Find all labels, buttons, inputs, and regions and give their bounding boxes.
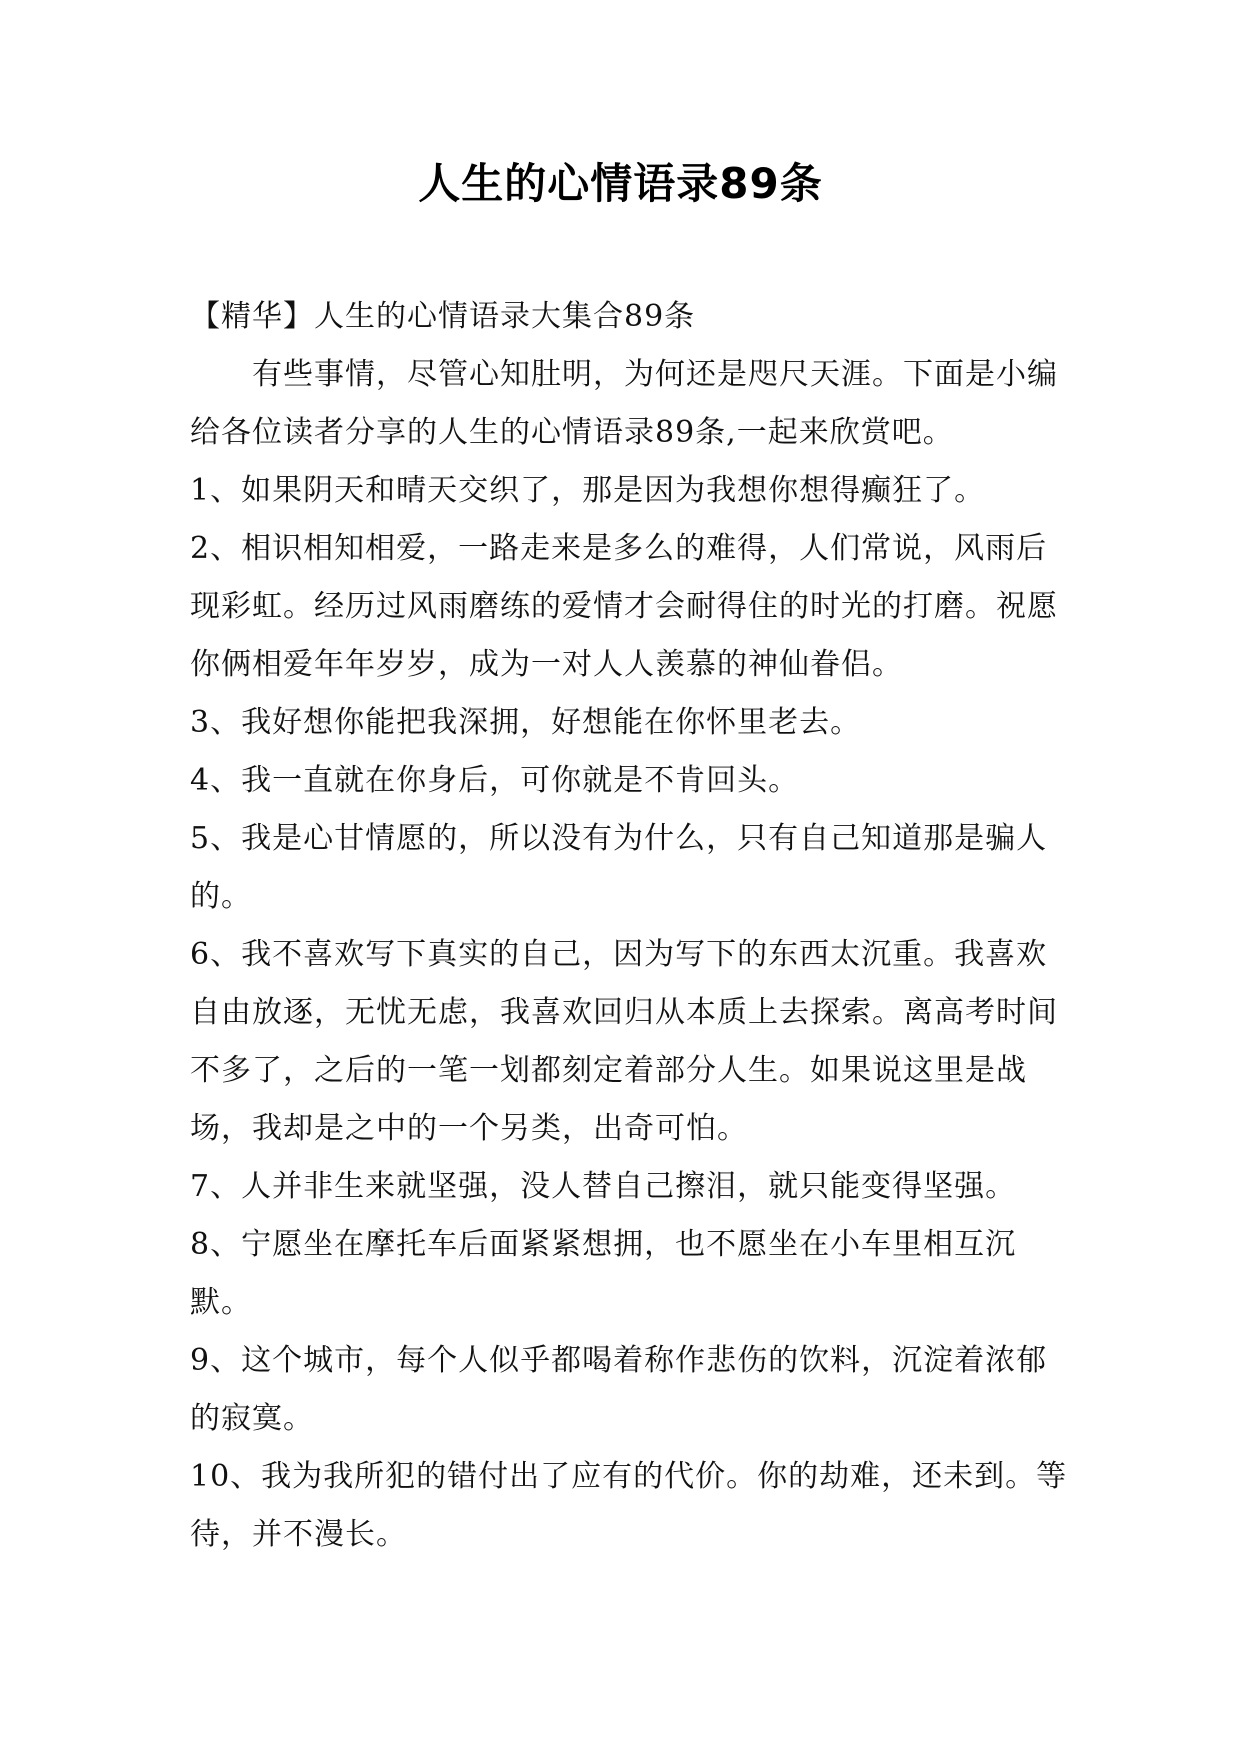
quote-item-5: 5、我是心甘情愿的，所以没有为什么，只有自己知道那是骗人的。 [190,821,1048,914]
intro-paragraph: 有些事情，尽管心知肚明，为何还是咫尺天涯。下面是小编给各位读者分享的人生的心情语录89条,一起来欣赏吧。 [190,357,1058,450]
quote-item-3: 3、我好想你能把我深拥，好想能在你怀里老去。 [190,705,862,740]
quote-item-4: 4、我一直就在你身后，可你就是不肯回头。 [190,763,800,798]
document-title: 人生的心情语录89条 [418,159,823,208]
quote-item-7: 7、人并非生来就坚强，没人替自己擦泪，就只能变得坚强。 [190,1169,1017,1204]
document-subtitle: 【精华】人生的心情语录大集合89条 [190,299,696,334]
document-body [190,288,1070,1564]
quote-item-6: 6、我不喜欢写下真实的自己，因为写下的东西太沉重。我喜欢自由放逐，无忧无虑，我喜欢回归从本质上去探索。离高考时间不多了，之后的一笔一划都刻定着部分人生。如果说这里是战场，我却是之中的一个另类，出奇可怕。 [190,937,1058,1146]
quote-item-2: 2、相识相知相爱，一路走来是多么的难得，人们常说，风雨后现彩虹。经历过风雨磨练的爱情才会耐得住的时光的打磨。祝愿你俩相爱年年岁岁，成为一对人人羡慕的神仙眷侣。 [190,531,1058,682]
quote-item-9: 9、这个城市，每个人似乎都喝着称作悲伤的饮料，沉淀着浓郁的寂寞。 [190,1343,1048,1436]
quote-item-1: 1、如果阴天和晴天交织了，那是因为我想你想得癫狂了。 [190,473,986,508]
quote-item-8: 8、宁愿坐在摩托车后面紧紧想拥，也不愿坐在小车里相互沉默。 [190,1227,1017,1320]
quote-item-10: 10、我为我所犯的错付出了应有的代价。你的劫难，还未到。等待，并不漫长。 [190,1459,1068,1552]
